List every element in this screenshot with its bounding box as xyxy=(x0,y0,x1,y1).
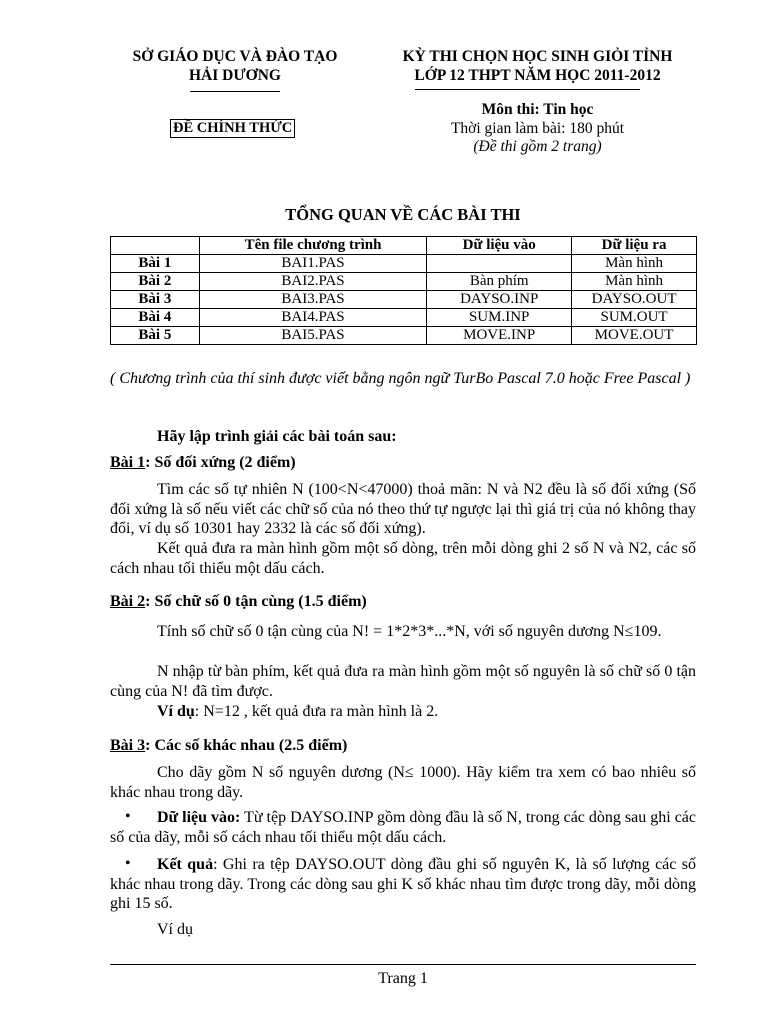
overview-title: TỔNG QUAN VỀ CÁC BÀI THI xyxy=(285,205,521,224)
example-text: : N=12 , kết quả đưa ra màn hình là 2. xyxy=(194,703,439,720)
overview-table xyxy=(110,236,697,345)
department-name: SỞ GIÁO DỤC VÀ ĐÀO TẠO xyxy=(132,48,338,65)
table-cell: Bài 5 xyxy=(111,327,200,345)
table-cell: Bài 3 xyxy=(111,291,200,309)
duration-line: Thời gian làm bài: 180 phút xyxy=(450,119,625,137)
table-cell: SUM.OUT xyxy=(572,309,697,327)
table-cell: DAYSO.OUT xyxy=(572,291,697,309)
table-cell: BAI5.PAS xyxy=(199,327,427,345)
table-header-cell: Dữ liệu ra xyxy=(572,237,697,255)
example-label: Ví dụ xyxy=(157,703,195,720)
problem2-example xyxy=(110,702,696,722)
table-cell: Bài 2 xyxy=(111,273,200,291)
problem1-output: Kết quả đưa ra màn hình gồm một số dòng, trên mỗi dòng ghi 2 số N và N2, các số cách nhau tối thiểu một dấu cách. xyxy=(110,540,696,577)
table-cell: BAI4.PAS xyxy=(199,309,427,327)
bullet-icon: • xyxy=(125,808,131,825)
exam-header xyxy=(375,47,700,85)
table-row xyxy=(111,273,697,291)
table-row xyxy=(111,309,697,327)
output-label: Kết quả xyxy=(157,856,214,873)
official-badge: ĐỀ CHÍNH THỨC xyxy=(170,119,295,138)
table-header-row xyxy=(111,237,697,255)
problem1-heading xyxy=(110,453,696,473)
table-cell: Bài 1 xyxy=(111,255,200,273)
language-note: ( Chương trình của thí sinh được viết bằng ngôn ngữ TurBo Pascal 7.0 hoặc Free Pascal ) xyxy=(110,370,691,387)
problem2-statement: Tính số chữ số 0 tận cùng của N! = 1*2*3*...*N, với số nguyên dương N≤109. xyxy=(157,623,662,640)
page-number: Trang 1 xyxy=(378,970,428,987)
problem2-heading xyxy=(110,592,696,612)
problem1-label: Bài 1 xyxy=(110,454,146,471)
problem2-io: N nhập từ bàn phím, kết quả đưa ra màn hình gồm một số nguyên là số chữ số 0 tận cùng của N! đã tìm được. xyxy=(110,663,696,700)
table-cell: BAI2.PAS xyxy=(199,273,427,291)
table-cell: MOVE.OUT xyxy=(572,327,697,345)
output-text: : Ghi ra tệp DAYSO.OUT dòng đầu ghi số nguyên K, là số lượng các số khác nhau trong dãy. Trong các dòng sau ghi K số khác nhau tìm được trong dãy, mỗi dòng ghi 15 số. xyxy=(110,856,697,912)
intro-line: Hãy lập trình giải các bài toán sau: xyxy=(157,428,397,445)
table-header-cell: Dữ liệu vào xyxy=(427,237,572,255)
problem3-statement: Cho dãy gồm N số nguyên dương (N≤ 1000). Hãy kiểm tra xem có bao nhiêu số khác nhau trong dãy. xyxy=(110,764,696,801)
table-cell: Bàn phím xyxy=(427,273,572,291)
table-cell: MOVE.INP xyxy=(427,327,572,345)
table-cell: DAYSO.INP xyxy=(427,291,572,309)
table-header-cell xyxy=(111,237,200,255)
input-text: Từ tệp DAYSO.INP gồm dòng đầu là số N, trong các dòng sau ghi các số của dãy, mỗi số cách nhau tối thiểu một dấu cách. xyxy=(110,809,697,846)
table-row xyxy=(111,255,697,273)
exam-grade-year: LỚP 12 THPT NĂM HỌC 2011-2012 xyxy=(414,67,661,84)
table-row xyxy=(111,291,697,309)
problem3-title: : Các số khác nhau (2.5 điểm) xyxy=(145,737,348,754)
problem2-label: Bài 2 xyxy=(110,593,146,610)
problem1-statement: Tìm các số tự nhiên N (100<N<47000) thoả mãn: N và N2 đều là số đối xứng (Số đối xứng là số nếu viết các chữ số của nó theo thứ tự ngược lại thì giá trị của nó không thay đổi, ví dụ số 10301 hay 2332 là các số đối xứng). xyxy=(110,481,696,537)
exam-name: KỲ THI CHỌN HỌC SINH GIỎI TỈNH xyxy=(402,48,673,65)
header-right-rule xyxy=(415,89,640,90)
table-cell xyxy=(427,255,572,273)
problem2-title: : Số chữ số 0 tận cùng (1.5 điểm) xyxy=(145,593,367,610)
department-header xyxy=(110,47,360,85)
problem3-heading xyxy=(110,736,696,756)
header-left-rule xyxy=(190,91,280,92)
province-name: HẢI DƯƠNG xyxy=(189,67,281,84)
table-cell: Màn hình xyxy=(572,255,697,273)
table-cell: SUM.INP xyxy=(427,309,572,327)
subject-line: Môn thi: Tin học xyxy=(481,101,594,118)
table-cell: Bài 4 xyxy=(111,309,200,327)
table-cell: Màn hình xyxy=(572,273,697,291)
table-row xyxy=(111,327,697,345)
problem3-input xyxy=(110,808,696,847)
input-label: Dữ liệu vào: xyxy=(157,809,241,826)
table-cell: BAI3.PAS xyxy=(199,291,427,309)
bullet-icon: • xyxy=(125,855,131,872)
table-cell: BAI1.PAS xyxy=(199,255,427,273)
subject-block xyxy=(375,101,700,157)
footer-rule xyxy=(110,964,696,965)
table-header-cell: Tên file chương trình xyxy=(199,237,427,255)
pages-note: (Đề thi gồm 2 trang) xyxy=(473,138,602,155)
problem3-label: Bài 3 xyxy=(110,737,146,754)
problem3-example: Ví dụ xyxy=(157,921,193,938)
problem3-output xyxy=(110,855,696,914)
problem1-title: : Số đối xứng (2 điểm) xyxy=(145,454,296,471)
